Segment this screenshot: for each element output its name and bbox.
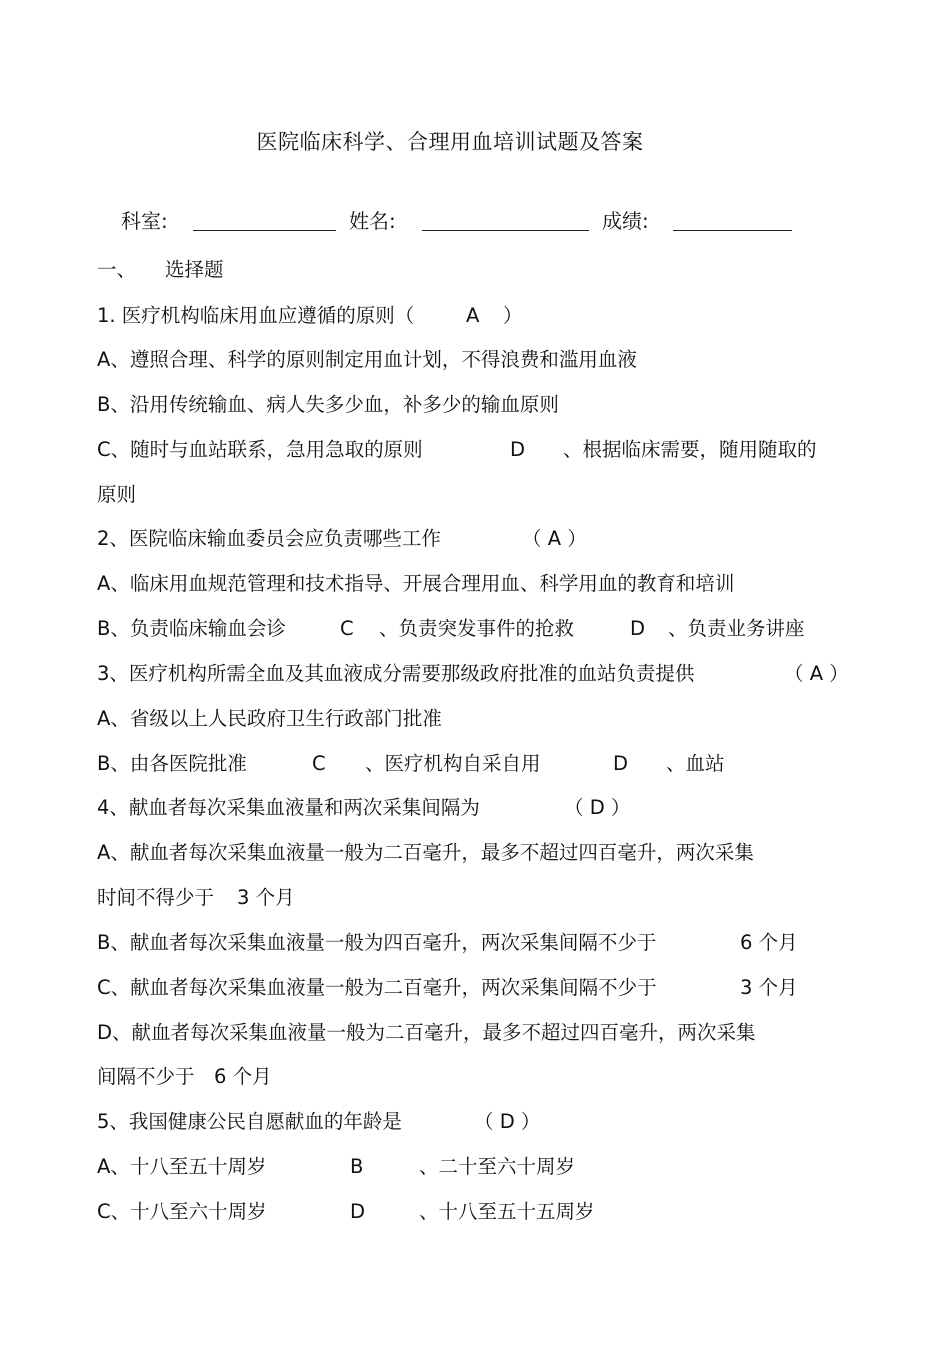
option-a-wrap-text: 时间不得少于 (97, 886, 215, 909)
option-a: A、遵照合理、科学的原则制定用血计划，不得浪费和滥用血液 (97, 348, 637, 371)
option-b: 、二十至六十周岁 (419, 1155, 576, 1178)
info-row (0, 205, 950, 235)
option-a: A、省级以上人民政府卫生行政部门批准 (97, 707, 442, 730)
section-number: 一、 (97, 258, 137, 281)
question-text: 1. 医疗机构临床用血应遵循的原则（ (97, 304, 415, 327)
option-c: C、十八至六十周岁 (97, 1200, 267, 1223)
option-a: A、献血者每次采集血液量一般为二百毫升，最多不超过四百毫升，两次采集 (97, 841, 754, 864)
option-c: 、医疗机构自采自用 (365, 752, 541, 775)
option-c-text: C、献血者每次采集血液量一般为二百毫升，两次采集间隔不少于 (97, 976, 657, 999)
section-label: 选择题 (165, 258, 224, 281)
option-c-letter: C (340, 617, 354, 640)
option-b-num: 6 个月 (740, 931, 798, 954)
option-d-wrap-num: 6 个月 (214, 1065, 272, 1088)
option-b: B、沿用传统输血、病人失多少血，补多少的输血原则 (97, 393, 559, 416)
option-d: D、献血者每次采集血液量一般为二百毫升，最多不超过四百毫升，两次采集 (97, 1021, 756, 1044)
option-a: A、临床用血规范管理和技术指导、开展合理用血、科学用血的教育和培训 (97, 572, 735, 595)
answer-letter: A (466, 304, 480, 327)
question-text: 2、医院临床输血委员会应负责哪些工作 (97, 527, 441, 550)
page-title: 医院临床科学、合理用血培训试题及答案 (256, 130, 644, 154)
option-d-letter: D (510, 438, 526, 461)
name-label: 姓名: (349, 209, 396, 233)
option-d: 、根据临床需要，随用随取的 (563, 438, 817, 461)
option-d-letter: D (630, 617, 646, 640)
answer-letter: （ A ） (522, 527, 587, 550)
option-c-num: 3 个月 (740, 976, 798, 999)
option-d-wrap-text: 间隔不少于 (97, 1065, 195, 1088)
option-d: 、十八至五十五周岁 (419, 1200, 595, 1223)
score-blank-line (673, 230, 792, 231)
answer-letter: （ D ） (564, 796, 631, 819)
option-a: A、十八至五十周岁 (97, 1155, 267, 1178)
score-label: 成绩: (602, 209, 649, 233)
answer-letter: （ A ） (784, 662, 849, 685)
option-d: 、血站 (666, 752, 725, 775)
option-d: 、负责业务讲座 (668, 617, 805, 640)
dept-blank-line (193, 230, 336, 231)
question-text: 3、医疗机构所需全血及其血液成分需要那级政府批准的血站负责提供 (97, 662, 695, 685)
dept-label: 科室: (121, 209, 168, 233)
option-c: 、负责突发事件的抢救 (379, 617, 575, 640)
answer-letter: （ D ） (474, 1110, 541, 1133)
option-c-letter: C (312, 752, 326, 775)
option-d-letter: D (613, 752, 629, 775)
answer-close-paren: ） (503, 304, 523, 327)
option-b-letter: B (350, 1155, 364, 1178)
option-d-letter: D (350, 1200, 366, 1223)
option-b: B、负责临床输血会诊 (97, 617, 286, 640)
name-blank-line (422, 230, 589, 231)
option-b: B、由各医院批准 (97, 752, 247, 775)
option-c: C、随时与血站联系，急用急取的原则 (97, 438, 423, 461)
option-a-wrap-num: 3 个月 (237, 886, 295, 909)
option-b-text: B、献血者每次采集血液量一般为四百毫升，两次采集间隔不少于 (97, 931, 657, 954)
question-text: 5、我国健康公民自愿献血的年龄是 (97, 1110, 402, 1133)
question-text: 4、献血者每次采集血液量和两次采集间隔为 (97, 796, 480, 819)
option-d-wrap: 原则 (97, 483, 137, 506)
